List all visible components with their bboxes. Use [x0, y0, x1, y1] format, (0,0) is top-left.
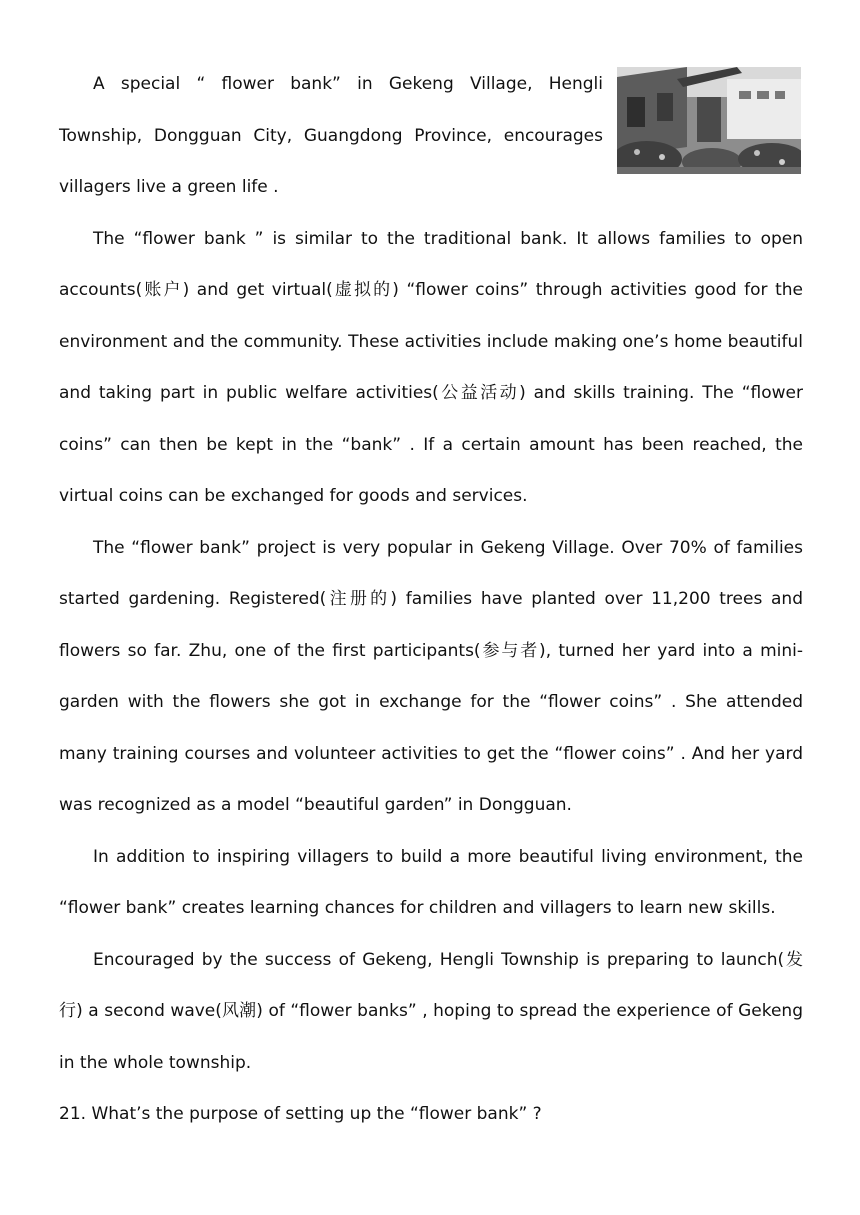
document-page — [59, 59, 803, 1141]
article-paragraph-1: A special “ flower bank” in Gekeng Village, Hengli Township, Dongguan City, Guangdong Province, encourages villagers live a green life . — [59, 74, 603, 197]
article-paragraph-4: In addition to inspiring villagers to build a more beautiful living environment, the “flower bank” creates learning chances for children and villagers to learn new skills. — [59, 846, 803, 918]
article-paragraph-3: The “flower bank” project is very popular in Gekeng Village. Over 70% of families started gardening. Registered(注册的) families have planted over 11,200 trees and flowers so far. Zhu, one of the first participants(参与者), turned her yard into a mini-garden with the flowers she got in exchange for the “flower coins” . She attended many training courses and volunteer activities to get the “flower coins” . And her yard was recognized as a model “beautiful garden” in Dongguan. — [59, 537, 803, 815]
article-paragraph-5: Encouraged by the success of Gekeng, Hengli Township is preparing to launch(发行) a second wave(风潮) of “flower banks” , hoping to spread the experience of Gekeng in the whole township. — [59, 949, 803, 1073]
village-photo — [617, 67, 801, 174]
village-photo-illustration — [617, 67, 801, 174]
article-paragraph-2: The “flower bank ” is similar to the traditional bank. It allows families to open accounts(账户) and get virtual(虚拟的) “flower coins” through activities good for the environment and the community. These activities include making one’s home beautiful and taking part in public welfare activities(公益活动) and skills training. The “flower coins” can then be kept in the “bank” . If a certain amount has been reached, the virtual coins can be exchanged for goods and services. — [59, 228, 803, 506]
question-21: 21. What’s the purpose of setting up the “flower bank” ? — [59, 1104, 542, 1124]
